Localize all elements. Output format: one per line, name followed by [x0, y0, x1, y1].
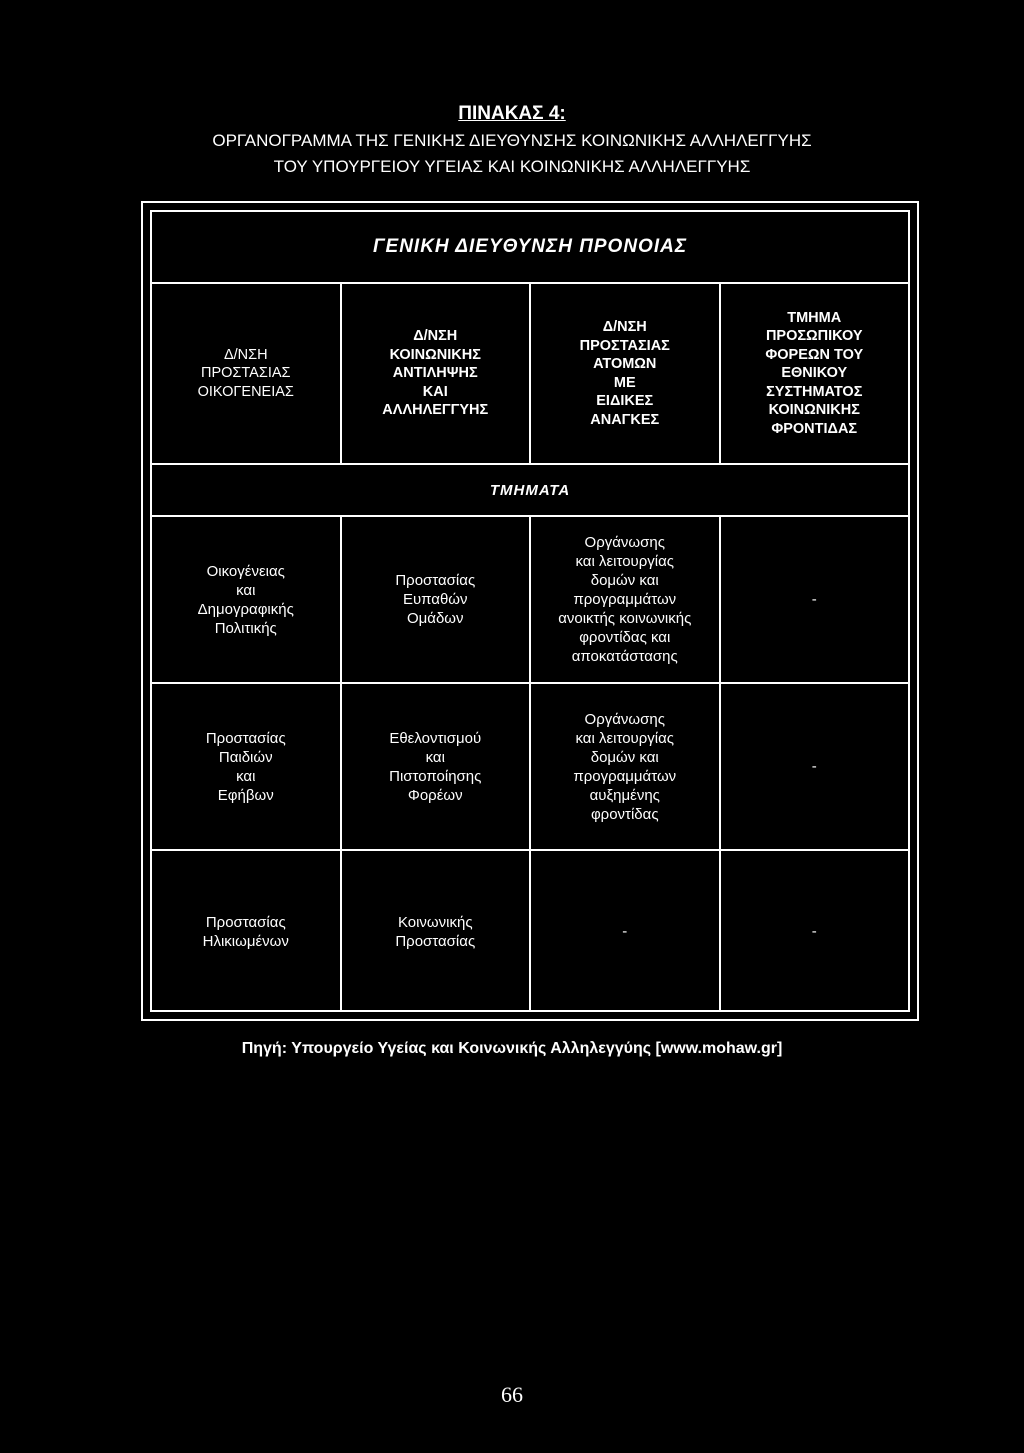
table-row [152, 684, 908, 851]
section-cell-empty: - [811, 591, 817, 608]
table-label: ΠΙΝΑΚΑΣ 4: [458, 103, 566, 124]
department-welfare-personnel: ΤΜΗΜΑ ΠΡΟΣΩΠΙΚΟΥ ΦΟΡΕΩΝ ΤΟΥ ΕΘΝΙΚΟΥ ΣΥΣΤΗΜΑΤΟΣ ΚΟΙΝΩΝΙΚΗΣ ΦΡΟΝΤΙΔΑΣ [765, 309, 864, 437]
top-unit-label: ΓΕΝΙΚΗ ΔΙΕΥΘΥΝΣΗ ΠΡΟΝΟΙΑΣ [372, 236, 688, 257]
table-row [152, 517, 908, 684]
table-row [152, 851, 908, 1012]
org-chart-frame [141, 201, 919, 1021]
section-cell: Προστασίας Παιδιών και Εφήβων [152, 684, 342, 849]
sections-label-row [152, 465, 908, 517]
directorates-row [152, 284, 908, 465]
section-cell: Προστασίας Ηλικιωμένων [152, 851, 342, 1012]
page-number: 66 [501, 1382, 523, 1407]
table-title-line-2: ΤΟΥ ΥΠΟΥΡΓΕΙΟΥ ΥΓΕΙΑΣ ΚΑΙ ΚΟΙΝΩΝΙΚΗΣ ΑΛΛΗΛΕΓΓΥΗΣ [273, 157, 751, 176]
section-cell: Οργάνωσης και λειτουργίας δομών και προγραμμάτων αυξημένης φροντίδας [531, 684, 721, 849]
sections-label: ΤΜΗΜΑΤΑ [489, 481, 571, 499]
section-cell: Οικογένειας και Δημογραφικής Πολιτικής [152, 517, 342, 682]
section-cell: Οργάνωσης και λειτουργίας δομών και προγραμμάτων ανοικτής κοινωνικής φροντίδας και αποκατάστασης [531, 517, 721, 682]
directorate-family-protection: Δ/ΝΣΗ ΠΡΟΣΤΑΣΙΑΣ ΟΙΚΟΓΕΝΕΙΑΣ [152, 284, 342, 463]
directorate-social-solidarity: Δ/ΝΣΗ ΚΟΙΝΩΝΙΚΗΣ ΑΝΤΙΛΗΨΗΣ ΚΑΙ ΑΛΛΗΛΕΓΓΥΗΣ [342, 284, 532, 463]
source-note: Πηγή: Υπουργείο Υγείας και Κοινωνικής Αλληλεγγύης [www.mohaw.gr] [241, 1040, 783, 1057]
section-cell-empty: - [531, 851, 721, 1012]
section-cell: Εθελοντισμού και Πιστοποίησης Φορέων [342, 684, 532, 849]
section-cell-empty: - [811, 758, 817, 775]
directorate-special-needs: Δ/ΝΣΗ ΠΡΟΣΤΑΣΙΑΣ ΑΤΟΜΩΝ ΜΕ ΕΙΔΙΚΕΣ ΑΝΑΓΚΕΣ [531, 284, 721, 463]
top-unit-row [152, 212, 908, 284]
table-title-block [0, 100, 1024, 180]
section-cell: Κοινωνικής Προστασίας [342, 851, 532, 1012]
section-cell-empty: - [811, 923, 817, 940]
section-cell: Προστασίας Ευπαθών Ομάδων [342, 517, 532, 682]
table-title-line-1: ΟΡΓΑΝΟΓΡΑΜΜΑ ΤΗΣ ΓΕΝΙΚΗΣ ΔΙΕΥΘΥΝΣΗΣ ΚΟΙΝΩΝΙΚΗΣ ΑΛΛΗΛΕΓΓΥΗΣ [212, 131, 812, 150]
org-chart-table [150, 210, 910, 1012]
